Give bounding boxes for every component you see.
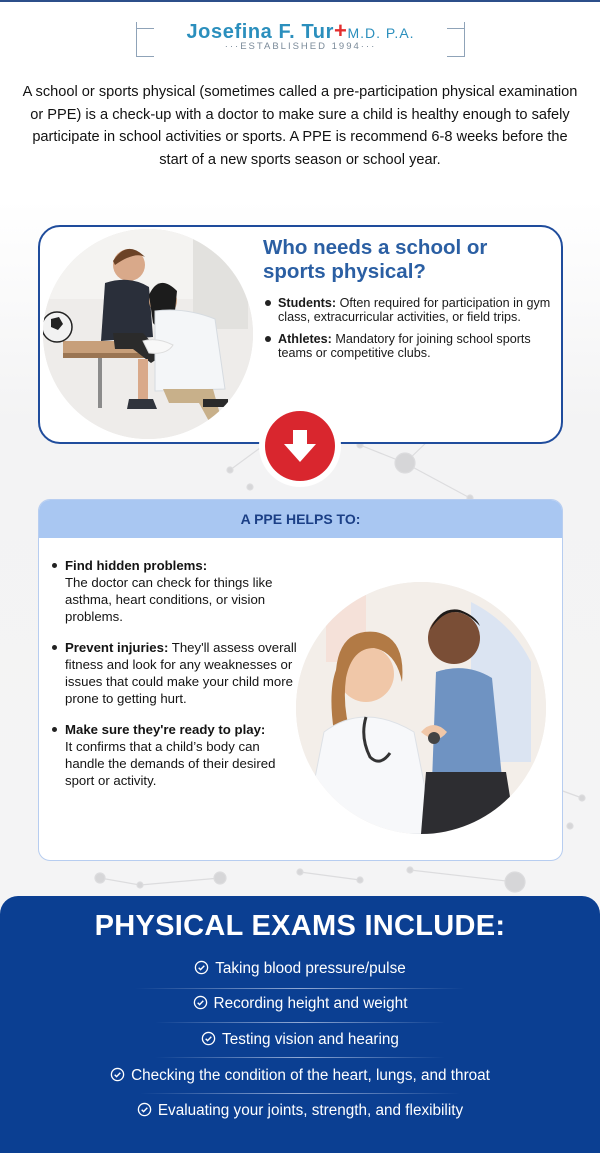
boy-with-doctor-photo: [43, 229, 253, 439]
divider: [155, 1022, 445, 1023]
exam-item: Evaluating your joints, strength, and flexibility: [0, 1102, 600, 1120]
check-circle-icon: [201, 1031, 216, 1046]
exam-item: Checking the condition of the heart, lungs, and throat: [0, 1067, 600, 1085]
check-circle-icon: [137, 1102, 152, 1117]
practice-logo[interactable]: [136, 18, 465, 57]
doctor-with-child-photo: [296, 582, 546, 834]
top-rule: [0, 0, 600, 2]
check-circle-icon: [194, 960, 209, 975]
list-item: Make sure they're ready to play: It confirms that a child’s body can handle the demands of their desired sport or activity.: [51, 721, 301, 789]
exam-item: Testing vision and hearing: [0, 1031, 600, 1049]
list-item: Prevent injuries: They'll assess overall fitness and look for any weaknesses or issues that could make your child more prone to getting hurt.: [51, 639, 301, 707]
who-needs-list: [263, 296, 553, 368]
who-needs-title: Who needs a school or sports physical?: [263, 236, 488, 283]
list-item: Athletes: Mandatory for joining school sports teams or competitive clubs.: [263, 332, 553, 360]
list-item: Find hidden problems: The doctor can check for things like asthma, heart conditions, or vision problems.: [51, 557, 301, 625]
down-arrow-badge: [259, 405, 341, 487]
list-item: Students: Often required for participation in gym class, extracurricular activities, or field trips.: [263, 296, 553, 324]
medical-cross-icon: +: [334, 18, 348, 43]
intro-paragraph: A school or sports physical (sometimes called a pre-participation physical examination or PPE) is a check-up with a doctor to make sure a child is healthy enough to safely participate in school activities or sports. A PPE is recommend 6-8 weeks before the start of a new sports season or school year.: [22, 84, 578, 168]
ppe-helps-list: [51, 557, 301, 803]
arrow-down-icon: [278, 424, 322, 468]
divider: [135, 988, 465, 989]
divider: [155, 1057, 445, 1058]
ppe-helps-header: A PPE HELPS TO:: [39, 500, 562, 538]
divider: [140, 1093, 460, 1094]
logo-established: ···ESTABLISHED 1994···: [224, 41, 377, 52]
exam-item: Taking blood pressure/pulse: [0, 960, 600, 978]
check-circle-icon: [110, 1067, 125, 1082]
exam-item: Recording height and weight: [0, 995, 600, 1013]
logo-name: Josefina F. Tur+M.D. P.A.: [186, 18, 415, 43]
check-circle-icon: [193, 995, 208, 1010]
exams-title: PHYSICAL EXAMS INCLUDE:: [94, 910, 506, 942]
